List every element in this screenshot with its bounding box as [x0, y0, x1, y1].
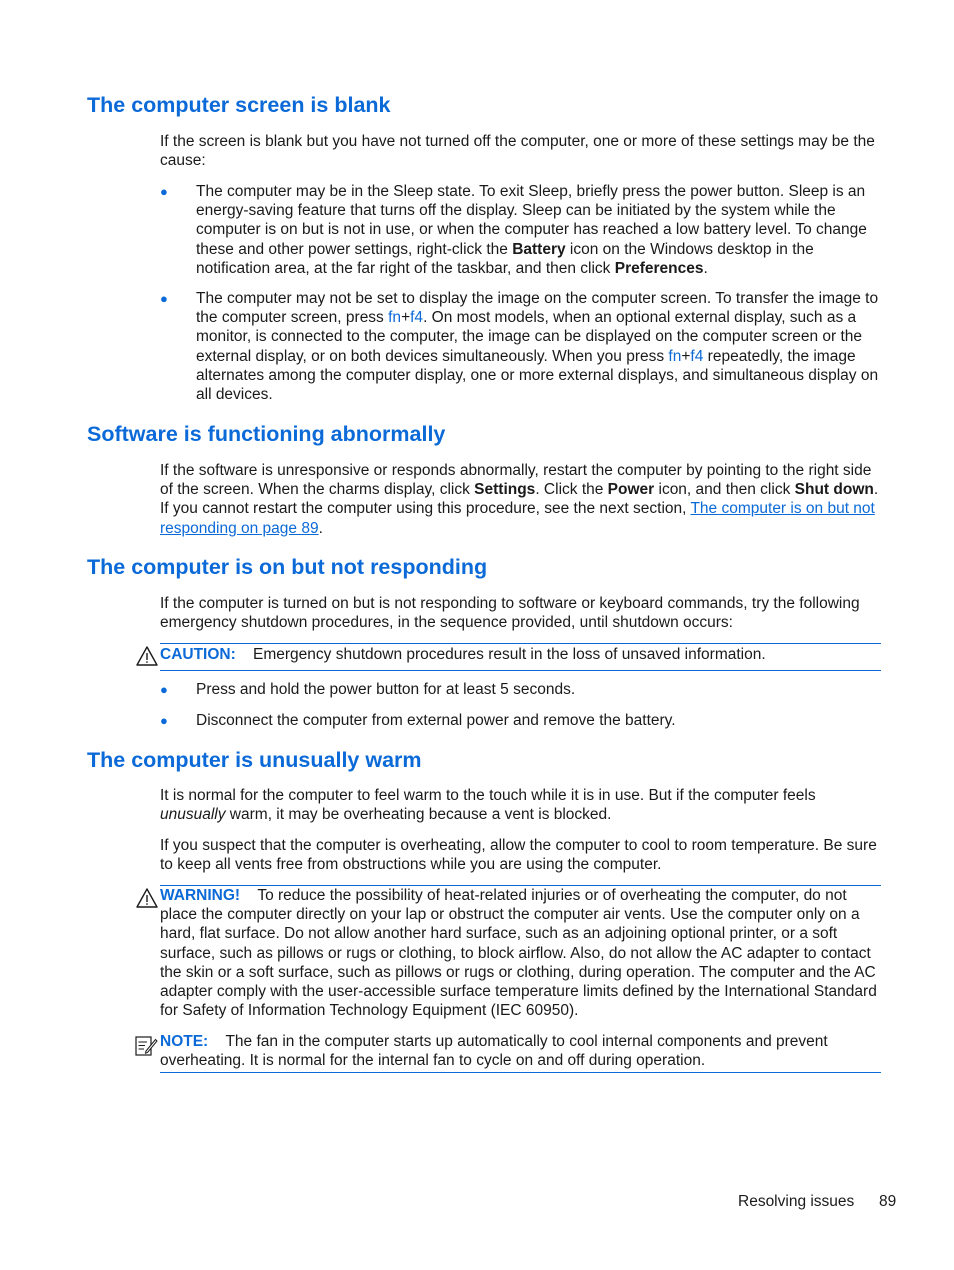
- para-warm-1: It is normal for the computer to feel warm to the touch while it is in use. But if the computer feels unusually warm, it may be overheating because a vent is blocked.: [160, 787, 816, 824]
- bullet-icon: ●: [160, 184, 168, 199]
- bullet-icon: ●: [160, 291, 168, 306]
- page-number: 89: [879, 1193, 897, 1210]
- bullet-icon: ●: [160, 713, 168, 728]
- caution-top-rule: [160, 643, 881, 644]
- warning-notice: [160, 886, 881, 1020]
- caution-notice: [160, 645, 881, 664]
- caution-triangle-icon: [136, 645, 158, 667]
- footer-section-title: Resolving issues: [738, 1193, 855, 1210]
- warning-triangle-icon: [136, 887, 158, 909]
- note-pencil-icon: [134, 1034, 158, 1058]
- para-software-abnormal: If the software is unresponsive or responds abnormally, restart the computer by pointing to the right side of the screen. When the charms display, click Settings. Click the Power icon, and then click Shut down. If you cannot restart the computer using this procedure, see the next section, The computer is on but not responding on page 89.: [160, 462, 879, 537]
- note-notice: [160, 1032, 881, 1070]
- warning-label: WARNING!: [160, 887, 241, 904]
- key-fn: fn: [388, 309, 402, 327]
- caution-text: Emergency shutdown procedures result in the loss of unsaved information.: [253, 646, 766, 663]
- caution-bottom-rule: [160, 670, 881, 671]
- bullet-disconnect: Disconnect the computer from external power and remove the battery.: [196, 712, 676, 729]
- bullet-display-text: The computer may not be set to display the image on the computer screen. To transfer the image to the computer screen, press fn+f4. On most models, when an optional external display, such as a monitor, is connected to the computer, the image can be displayed on the computer screen or the external display, or on both devices simultaneously. When you press fn+f4 repeatedly, the image alternates among the computer display, one or more external displays, and simultaneous display on all devices.: [196, 290, 879, 404]
- key-f4: f4: [410, 309, 424, 327]
- key-f4: f4: [690, 347, 704, 365]
- bullet-hold-power: Press and hold the power button for at least 5 seconds.: [196, 681, 576, 698]
- intro-screen-blank: If the screen is blank but you have not turned off the computer, one or more of these settings may be the cause:: [160, 133, 875, 170]
- note-bottom-rule: [160, 1072, 881, 1073]
- para-warm-2: If you suspect that the computer is overheating, allow the computer to cool to room temperature. Be sure to keep all vents free from obstructions while you are using the computer.: [160, 837, 877, 874]
- note-text: The fan in the computer starts up automatically to cool internal components and prevent overheating. It is normal for the internal fan to cycle on and off during operation.: [160, 1033, 828, 1070]
- key-fn: fn: [668, 347, 682, 365]
- heading-not-responding: The computer is on but not responding: [87, 555, 488, 579]
- warning-text: To reduce the possibility of heat-related injuries or of overheating the computer, do not place the computer directly on your lap or obstruct the computer air vents. Use the computer only on a hard, flat surface. Do not allow another hard surface, such as an adjoining optional printer, or a soft surface, such as pillows or rugs or clothing, to block airflow. Also, do not allow the AC adapter to contact the skin or a soft surface, such as pillows or rugs or clothing, during operation. The computer and the AC adapter comply with the user-accessible surface temperature limits defined by the International Standard for Safety of Information Technology Equipment (IEC 60950).: [160, 887, 877, 1020]
- link-not-responding[interactable]: The computer is on but not responding on page 89: [160, 500, 875, 537]
- bullet-sleep-text: The computer may be in the Sleep state. To exit Sleep, briefly press the power button. Sleep is an energy-saving feature that turns off the display. Sleep can be initiated by the system while the computer is on but is not in use, or when the computer has reached a low battery level. To change these and other power settings, right-click the Battery icon on the Windows desktop in the notification area, at the far right of the taskbar, and then click Preferences.: [196, 183, 867, 277]
- caution-label: CAUTION:: [160, 646, 236, 663]
- bullet-icon: ●: [160, 682, 168, 697]
- heading-unusually-warm: The computer is unusually warm: [87, 748, 422, 772]
- heading-screen-blank: The computer screen is blank: [87, 93, 391, 117]
- intro-not-responding: If the computer is turned on but is not responding to software or keyboard commands, try the following emergency shutdown procedures, in the sequence provided, until shutdown occurs:: [160, 595, 860, 632]
- heading-software-abnormal: Software is functioning abnormally: [87, 422, 446, 446]
- note-label: NOTE:: [160, 1033, 209, 1050]
